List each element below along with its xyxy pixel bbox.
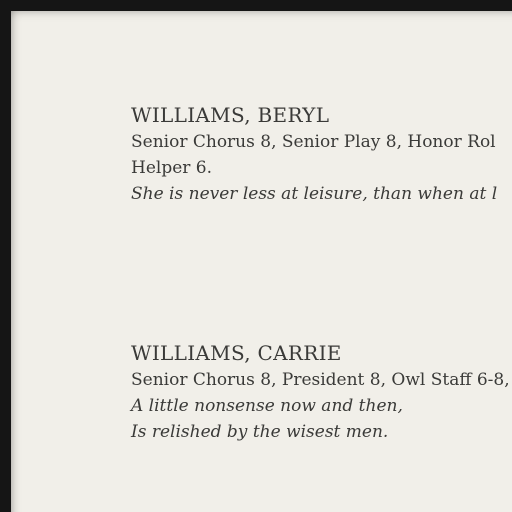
student-entry-beryl [131, 103, 497, 207]
activities-line: Helper 6. [131, 158, 213, 178]
student-quote: Is relished by the wisest men. [131, 422, 389, 442]
student-quote: She is never less at leisure, than when at l [131, 184, 498, 204]
activities-line: Senior Chorus 8, Senior Play 8, Honor Rol [131, 132, 496, 152]
activities-line: Senior Chorus 8, President 8, Owl Staff 6-8, [131, 370, 510, 390]
student-name: WILLIAMS, BERYL [131, 103, 330, 127]
student-name: WILLIAMS, CARRIE [131, 341, 342, 365]
yearbook-page [11, 11, 512, 512]
student-entry-carrie [131, 341, 510, 445]
student-quote: A little nonsense now and then, [131, 396, 403, 416]
